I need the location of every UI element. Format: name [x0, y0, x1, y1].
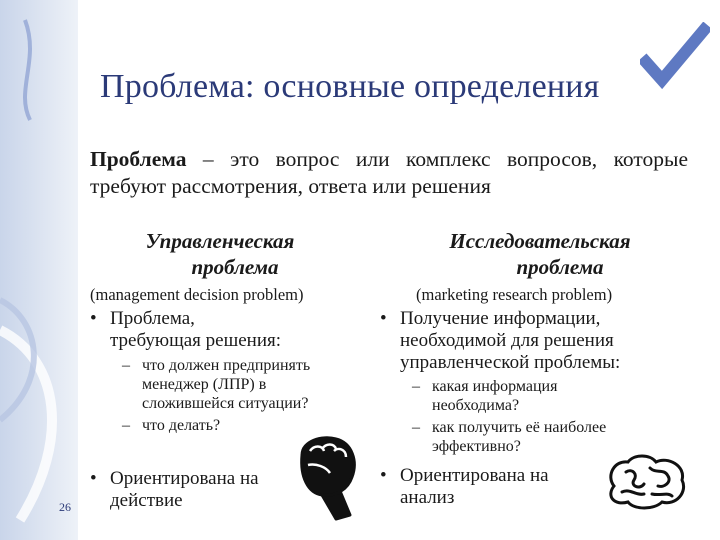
right-bullet-2-text: Ориентирована на анализ: [400, 465, 549, 508]
left-heading-line2: проблема: [191, 255, 279, 279]
left-heading: [120, 228, 320, 280]
dash-mark: –: [412, 419, 420, 436]
right-bullet-1: [380, 308, 670, 374]
left-dash-2-text: что делать?: [142, 417, 221, 434]
dash-mark: –: [412, 378, 420, 395]
right-heading-line1: Исследовательская: [449, 229, 631, 253]
bullet-mark: •: [90, 468, 97, 489]
bullet-mark: •: [380, 308, 387, 329]
bullet-mark: •: [380, 465, 387, 486]
intro-text: – это вопрос или комплекс вопросов, которые требуют рассмотрения, ответа или решения: [90, 147, 688, 198]
right-dash-2-text: как получить её наиболее эффективно?: [432, 419, 607, 455]
intro-definition: [90, 146, 688, 200]
brain-icon: [604, 452, 690, 510]
left-subtitle: (management decision problem): [90, 285, 304, 304]
checkmark-icon: [640, 22, 710, 92]
right-heading-line2: проблема: [516, 255, 604, 279]
right-heading: [420, 228, 660, 280]
slide-title: Проблема: основные определения: [100, 68, 600, 105]
left-bullet-1: [90, 308, 340, 352]
left-dash-1-text: что должен предпринять менеджер (ЛПР) в сложившейся ситуации?: [142, 357, 311, 412]
dash-mark: –: [122, 357, 130, 374]
fist-icon: [292, 433, 364, 521]
left-dash-1: [122, 356, 382, 413]
right-dash-1: [412, 377, 672, 415]
right-bullet-2: [380, 465, 600, 509]
bullet-mark: •: [90, 308, 97, 329]
left-bullet-1-text: Проблема, требующая решения:: [110, 308, 282, 351]
left-bullet-2-text: Ориентирована на действие: [110, 468, 259, 511]
right-bullet-1-text: Получение информации, необходимой для решения управленческой проблемы:: [400, 308, 621, 373]
left-bullet-2: [90, 468, 310, 512]
right-dash-1-text: какая информация необходима?: [432, 378, 558, 414]
dash-mark: –: [122, 417, 130, 434]
side-swirl-decoration: [0, 0, 78, 540]
page-number: 26: [59, 500, 71, 514]
right-subtitle: (marketing research problem): [416, 285, 613, 304]
left-heading-line1: Управленческая: [145, 229, 295, 253]
intro-term: Проблема: [90, 147, 187, 171]
right-dash-2: [412, 418, 682, 456]
